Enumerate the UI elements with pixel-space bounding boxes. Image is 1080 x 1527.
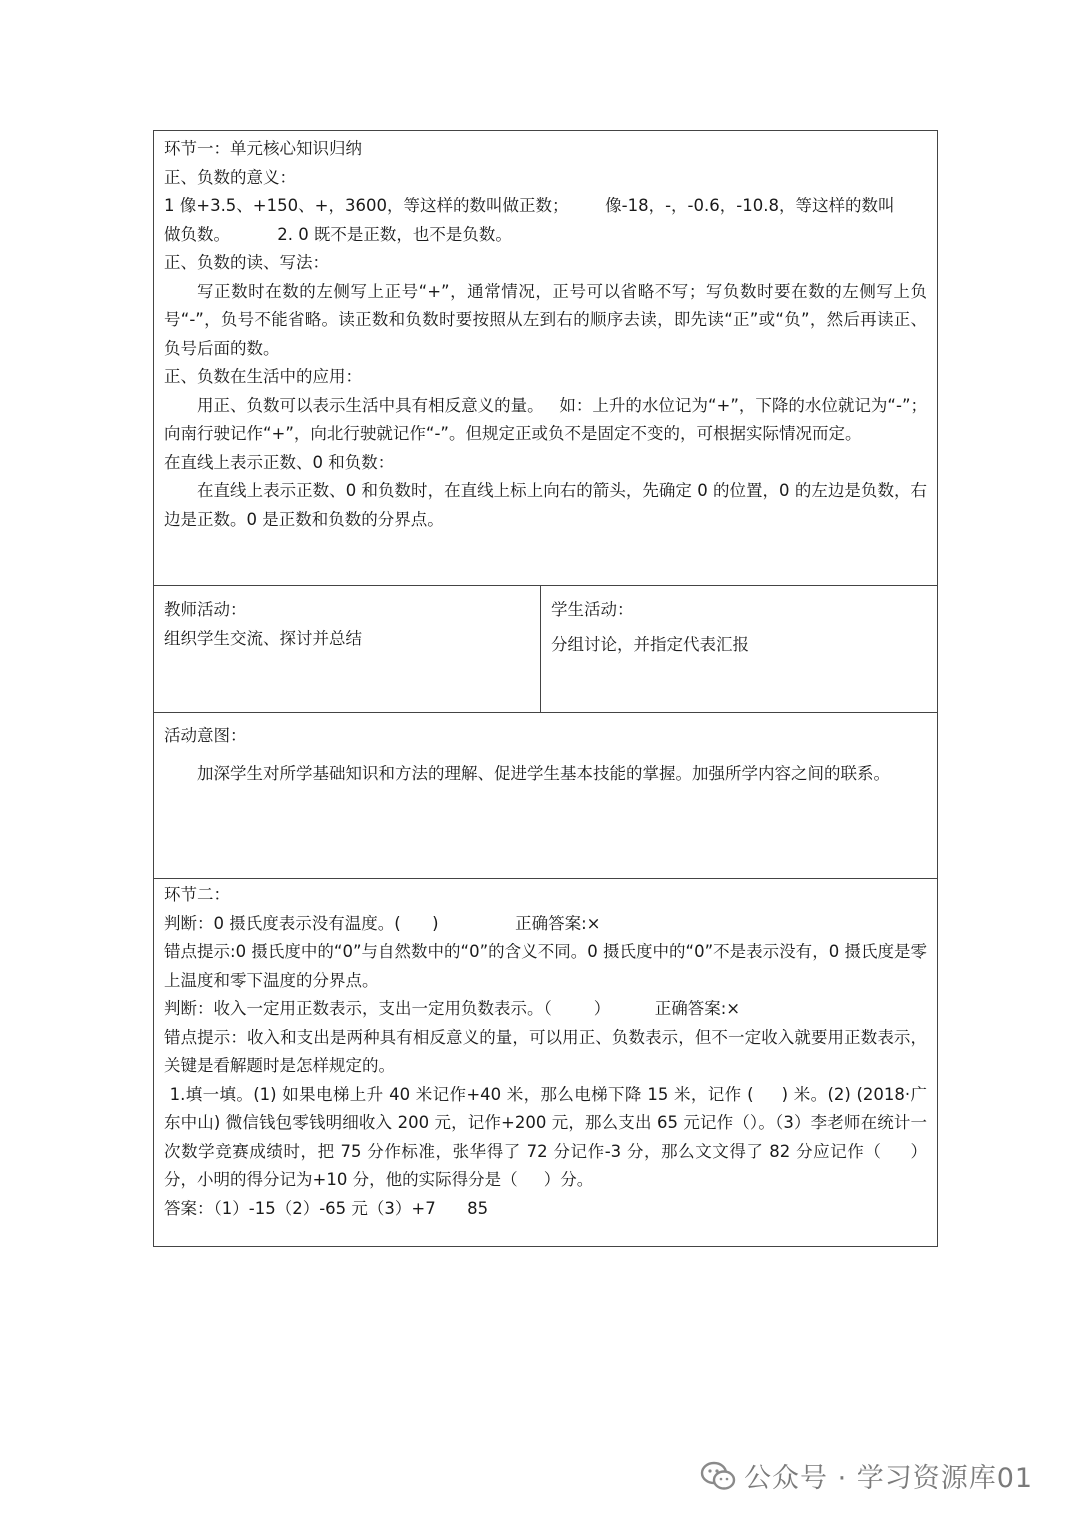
student-activity-text: 分组讨论，并指定代表汇报 (551, 634, 749, 654)
heading-application: 正、负数在生活中的应用： (164, 367, 362, 386)
intent-cell (154, 713, 937, 790)
hint-2: 错点提示：收入和支出是两种具有相反意义的量，可以用正、负数表示，但不一定收入就要用正数表示，关键是看解题时是怎样规定的。 (164, 1027, 927, 1075)
section-intent (154, 713, 937, 879)
read-write-body: 写正数时在数的左侧写上正号“+”，通常情况，正号可以省略不写；写负数时要在数的左侧写上负号“-”，负号不能省略。读正数和负数时要按照从左到右的顺序去读，即先读“正”或“负”，然后再读正、负号后面的数。 (164, 281, 927, 358)
section-activities (154, 586, 937, 713)
heading-meaning: 正、负数的意义： (164, 167, 296, 187)
heading-number-line: 在直线上表示正数、0 和负数： (164, 452, 395, 472)
teacher-activity-cell (154, 586, 541, 712)
teacher-activity-text: 组织学生交流、探讨并总结 (164, 628, 362, 648)
fill-in-exercise: 1.填一填。(1) 如果电梯上升 40 米记作+40 米，那么电梯下降 15 米，记作 ( ) 米。(2) (2018·广东中山) 微信钱包零钱明细收入 200 元，记作+200 元，那么支出 65 元记作（）。（3）李老师在统计一次数学竞赛成绩时，把 75 分作标准，张华得了 72 分记作-3 分，那么文文得了 82 分应记作（ ）分，小明的得分记为+10 分，他的实际得分是（ ）分。 (164, 1084, 927, 1189)
student-activity-cell (541, 586, 937, 712)
judge-2-answer: 正确答案:× (654, 999, 741, 1018)
meaning-line-1: 1 像+3.5、+150、+，3600，等这样的数叫做正数； 像-18，-，-0.6，-10.8，等这样的数叫 (164, 196, 895, 215)
section-two-cell (154, 879, 937, 1223)
section-one-title: 环节一：单元核心知识归纳 (164, 139, 362, 158)
judge-1 (164, 910, 927, 939)
watermark (700, 1456, 1033, 1495)
intent-text: 加深学生对所学基础知识和方法的理解、促进学生基本技能的掌握。加强所学内容之间的联系。 (197, 763, 890, 783)
judge-1-answer: 正确答案:× (515, 913, 601, 933)
section-one-cell (154, 131, 937, 534)
judge-1-question: 判断：0 摄氏度表示没有温度。( ) (164, 913, 439, 933)
hint-1: 错点提示:0 摄氏度中的“0”与自然数中的“0”的含义不同。0 摄氏度中的“0”不是表示没有，0 摄氏度是零上温度和零下温度的分界点。 (164, 942, 927, 990)
section-two (154, 879, 937, 1246)
intent-label: 活动意图： (164, 726, 247, 745)
answer-line: 答案：（1）-15（2）-65 元（3）+7 85 (164, 1198, 489, 1218)
wechat-icon (700, 1461, 736, 1491)
judge-2 (164, 995, 927, 1024)
number-line-body: 在直线上表示正数、0 和负数时，在直线上标上向右的箭头，先确定 0 的位置，0 的左边是负数，右边是正数。0 是正数和负数的分界点。 (164, 481, 927, 529)
section-one (154, 131, 937, 586)
watermark-text: 公众号 · 学习资源库01 (744, 1463, 1034, 1494)
meaning-line-2: 做负数。 2. 0 既不是正数，也不是负数。 (164, 224, 512, 244)
heading-read-write: 正、负数的读、写法： (164, 253, 329, 272)
section-two-title: 环节二： (164, 885, 230, 904)
judge-2-question: 判断：收入一定用正数表示，支出一定用负数表示。（ ） (164, 999, 611, 1018)
application-body: 用正、负数可以表示生活中具有相反意义的量。 如：上升的水位记为“+”，下降的水位就记为“-”；向南行驶记作“+”，向北行驶就记作“-”。但规定正或负不是固定不变的，可根据实际情况而定。 (164, 395, 927, 443)
lesson-table (153, 130, 938, 1247)
teacher-activity-label: 教师活动： (164, 600, 247, 619)
student-activity-label: 学生活动： (551, 600, 634, 619)
